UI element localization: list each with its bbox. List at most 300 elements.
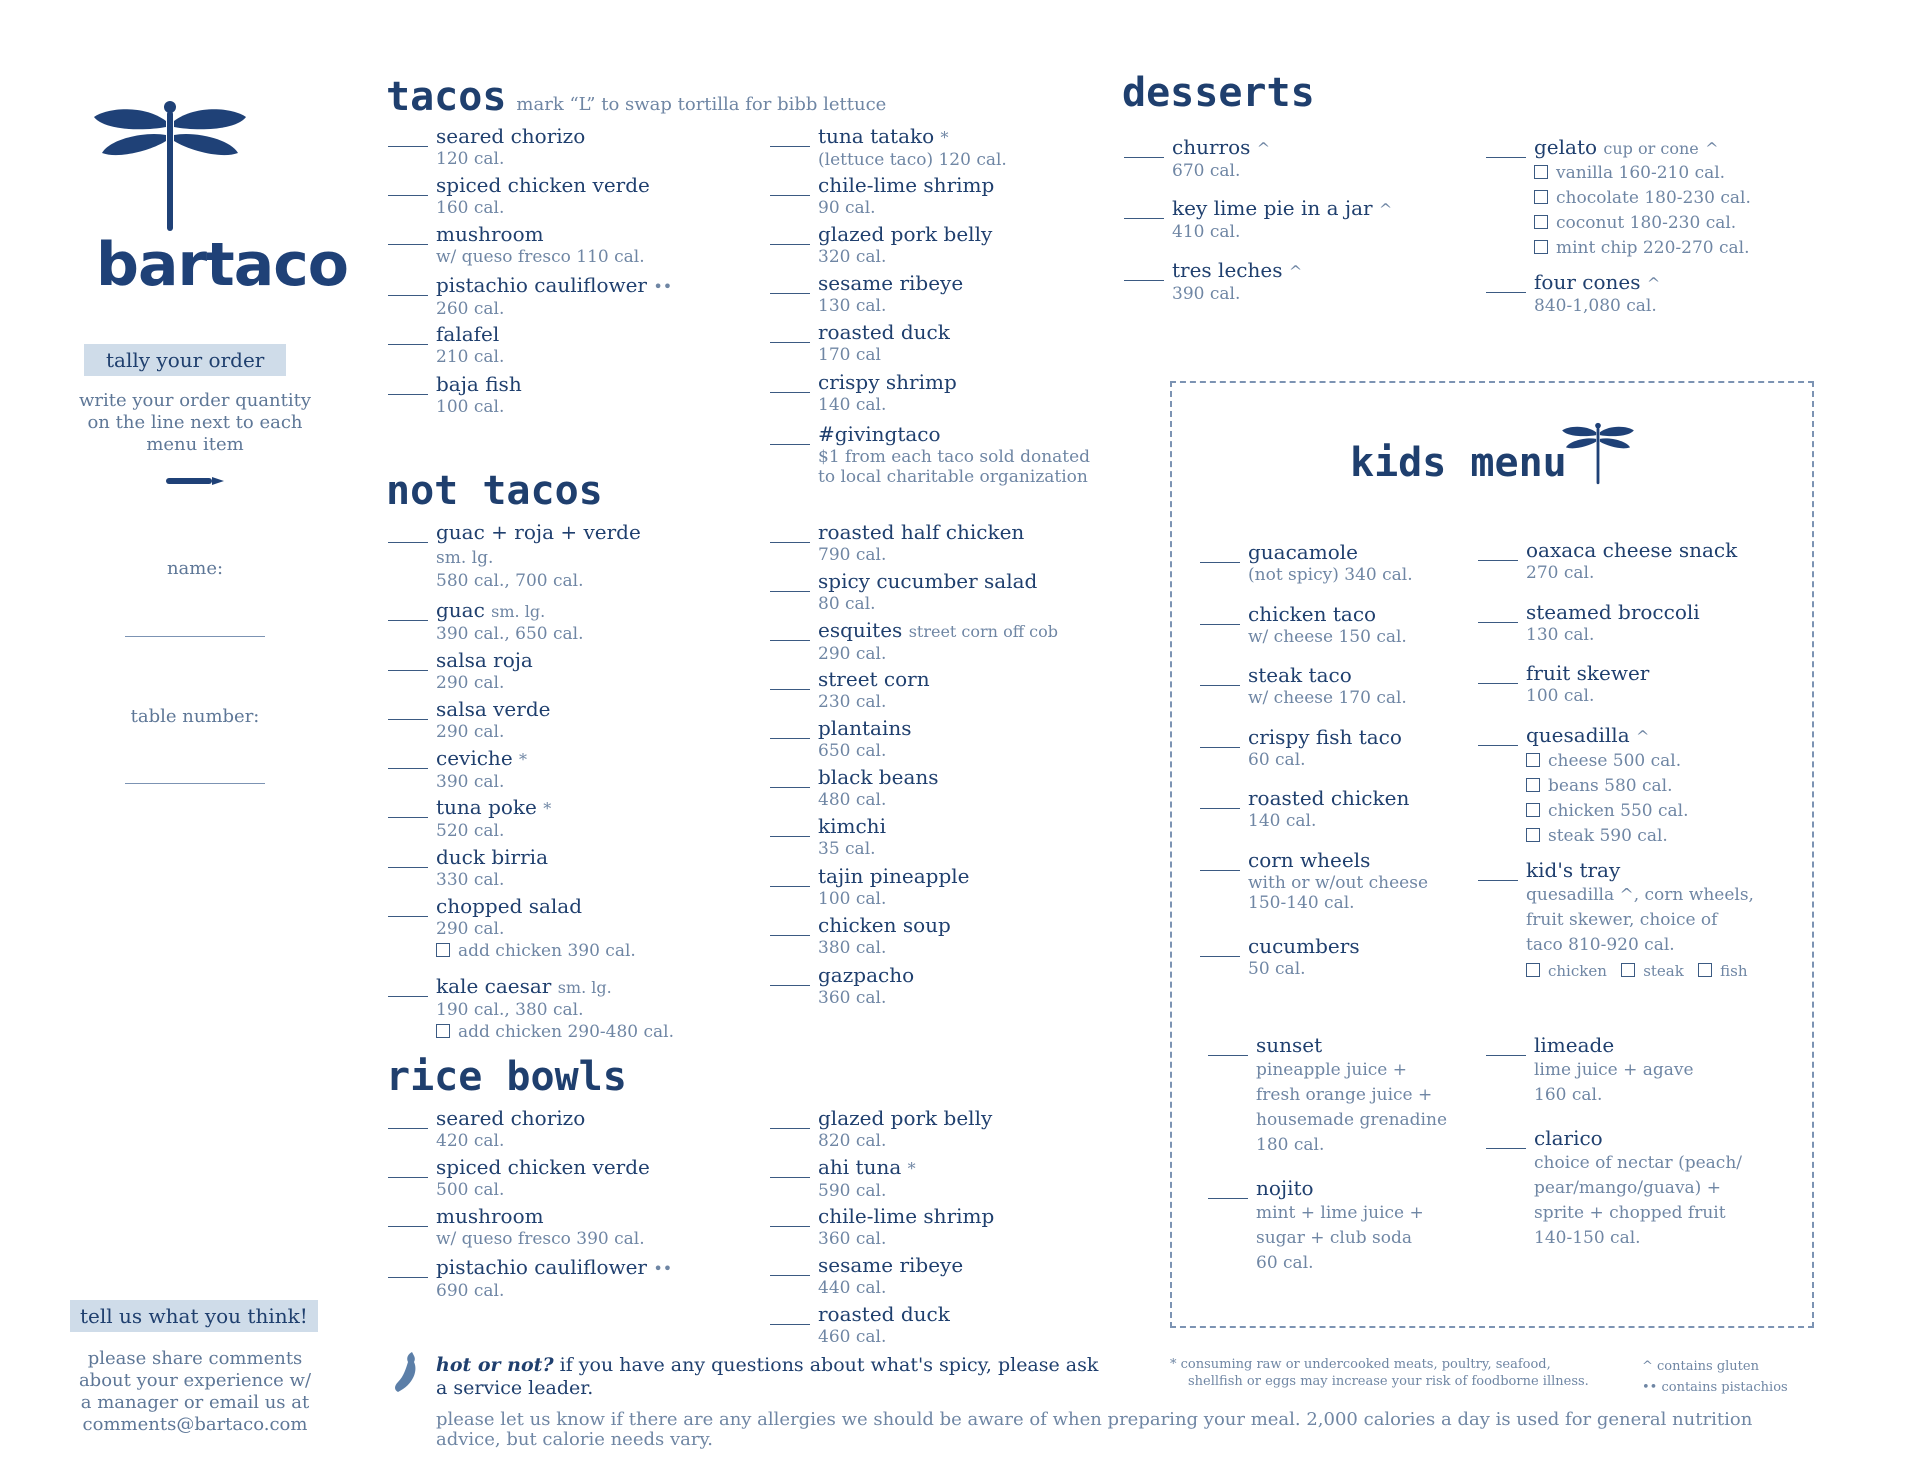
tally-line: menu item	[146, 434, 244, 455]
menu-item[interactable]	[388, 372, 522, 417]
item-size: sm. lg.	[436, 548, 494, 568]
menu-item[interactable]	[770, 173, 994, 218]
menu-item[interactable]	[388, 173, 650, 218]
menu-item[interactable]	[1478, 600, 1700, 645]
item-calories: w/ queso fresco 110 cal.	[436, 247, 645, 267]
checkbox[interactable]	[1621, 963, 1635, 977]
quantity-line[interactable]	[1478, 745, 1518, 746]
item-name: oaxaca cheese snack	[1526, 538, 1738, 562]
item-name: chopped salad	[436, 894, 583, 918]
checkbox[interactable]	[1698, 963, 1712, 977]
item-name: esquites	[818, 618, 903, 642]
checkbox[interactable]	[1534, 240, 1548, 254]
item-calories: 360 cal.	[818, 988, 887, 1008]
item-calories: 190 cal., 380 cal.	[436, 1000, 584, 1020]
feedback-line: about your experience w/	[78, 1370, 312, 1391]
feedback-text	[40, 1348, 350, 1436]
item-name: salsa verde	[436, 697, 551, 721]
item-name: glazed pork belly	[818, 1106, 993, 1130]
section-title-rice-bowls: rice bowls	[386, 1054, 627, 1100]
item-calories: 390 cal., 650 cal.	[436, 624, 584, 644]
item-calories: 270 cal.	[1526, 563, 1595, 583]
menu-item[interactable]	[770, 124, 1007, 170]
menu-item[interactable]	[388, 1204, 645, 1249]
item-calories: 140-150 cal.	[1534, 1228, 1641, 1248]
add-option[interactable]	[436, 939, 636, 964]
menu-item[interactable]	[388, 520, 641, 591]
quantity-line[interactable]	[770, 293, 810, 294]
menu-item[interactable]	[1124, 135, 1270, 181]
menu-item[interactable]	[770, 963, 914, 1008]
gluten-mark: ^	[1256, 139, 1271, 158]
quantity-line[interactable]	[770, 195, 810, 196]
quantity-line[interactable]	[388, 996, 428, 997]
item-note: street corn off cob	[908, 622, 1058, 641]
item-name: kid's tray	[1526, 858, 1621, 882]
quantity-line[interactable]	[770, 1324, 810, 1325]
raw-mark: *	[940, 128, 949, 147]
item-calories: 140 cal.	[818, 395, 887, 415]
quantity-line[interactable]	[1486, 1055, 1526, 1056]
menu-item[interactable]	[388, 648, 533, 693]
item-calories: 410 cal.	[1172, 222, 1241, 242]
gelato-option[interactable]	[1534, 211, 1751, 236]
menu-item[interactable]	[770, 569, 1037, 614]
menu-item[interactable]	[388, 598, 584, 644]
quantity-line[interactable]	[1200, 562, 1240, 563]
checkbox[interactable]	[1526, 753, 1540, 767]
menu-item[interactable]	[1486, 270, 1660, 316]
quantity-line[interactable]	[770, 787, 810, 788]
menu-item[interactable]	[770, 222, 992, 267]
quantity-line[interactable]	[388, 295, 428, 296]
item-name: cucumbers	[1248, 934, 1360, 958]
item-calories: 140 cal.	[1248, 811, 1317, 831]
menu-item[interactable]	[770, 618, 1058, 664]
quantity-line[interactable]	[770, 591, 810, 592]
menu-item[interactable]	[388, 1106, 585, 1151]
menu-item[interactable]	[770, 1155, 916, 1201]
gluten-mark: ^	[1288, 262, 1303, 281]
item-name: tajin pineapple	[818, 864, 970, 888]
checkbox[interactable]	[1526, 803, 1540, 817]
menu-item[interactable]	[388, 1255, 672, 1301]
menu-item[interactable]	[770, 716, 912, 761]
item-name: sunset	[1256, 1033, 1323, 1057]
tally-banner-text: tally your order	[84, 344, 286, 376]
item-size: sm. lg.	[491, 602, 546, 621]
item-name: chicken taco	[1248, 602, 1377, 626]
item-calories: 290 cal.	[436, 673, 505, 693]
item-name: corn wheels	[1248, 848, 1371, 872]
quantity-line[interactable]	[388, 867, 428, 868]
quantity-line[interactable]	[770, 1275, 810, 1276]
item-name: seared chorizo	[436, 124, 586, 148]
quantity-line[interactable]	[770, 935, 810, 936]
quantity-line[interactable]	[1124, 157, 1164, 158]
menu-item[interactable]	[770, 370, 957, 415]
menu-item[interactable]	[388, 845, 548, 890]
menu-item[interactable]	[770, 1204, 994, 1249]
option-label: beans 580 cal.	[1548, 776, 1673, 796]
quantity-line[interactable]	[388, 394, 428, 395]
quantity-line[interactable]	[388, 244, 428, 245]
spicy-note-text: if you have any questions about what's spicy, please ask	[559, 1354, 1099, 1376]
raw-mark: *	[543, 799, 552, 818]
item-name: four cones	[1534, 270, 1641, 294]
checkbox[interactable]	[1534, 215, 1548, 229]
item-calories: 130 cal.	[818, 296, 887, 316]
quesadilla-option[interactable]	[1526, 749, 1689, 774]
menu-item[interactable]	[770, 667, 930, 712]
item-calories: 690 cal.	[436, 1281, 505, 1301]
menu-item[interactable]	[1200, 848, 1428, 913]
checkbox[interactable]	[1526, 778, 1540, 792]
raw-warning	[1170, 1356, 1640, 1390]
item-description: choice of nectar (peach/	[1534, 1153, 1742, 1173]
item-calories: 35 cal.	[818, 839, 876, 859]
quantity-line[interactable]	[1208, 1198, 1248, 1199]
menu-item[interactable]	[1200, 786, 1409, 831]
brand-logo: bartaco	[96, 230, 348, 300]
allergy-note	[436, 1410, 1836, 1450]
quantity-line[interactable]	[770, 342, 810, 343]
item-name: crispy fish taco	[1248, 725, 1402, 749]
menu-item[interactable]	[1200, 663, 1407, 708]
item-name: spiced chicken verde	[436, 173, 650, 197]
menu-item[interactable]	[388, 974, 674, 1045]
item-name: guac + roja + verde	[436, 520, 641, 544]
item-calories: 260 cal.	[436, 299, 505, 319]
item-calories: 460 cal.	[818, 1327, 887, 1347]
item-name: roasted duck	[818, 1302, 950, 1326]
menu-item[interactable]	[388, 1155, 650, 1200]
pistachio-mark: ••	[653, 1259, 673, 1278]
item-calories: 130 cal.	[1526, 625, 1595, 645]
section-title-kids-menu: kids menu	[1350, 440, 1567, 486]
item-name: sesame ribeye	[818, 271, 964, 295]
menu-item[interactable]	[388, 322, 504, 367]
option-label: steak	[1643, 962, 1684, 980]
checkbox[interactable]	[436, 943, 450, 957]
item-calories: 440 cal.	[818, 1278, 887, 1298]
item-calories: w/ cheese 170 cal.	[1248, 688, 1407, 708]
quantity-line[interactable]	[388, 916, 428, 917]
quantity-line[interactable]	[388, 146, 428, 147]
quantity-line[interactable]	[388, 542, 428, 543]
item-calories: 160 cal.	[1534, 1085, 1603, 1105]
hot-or-not-label: hot or not?	[436, 1354, 554, 1376]
tally-banner	[84, 344, 286, 376]
raw-warning-line: * consuming raw or undercooked meats, poultry, seafood,	[1170, 1357, 1551, 1372]
item-note: cup or cone	[1603, 139, 1699, 158]
item-calories: (lettuce taco) 120 cal.	[818, 150, 1007, 170]
legend	[1642, 1356, 1812, 1398]
checkbox[interactable]	[1534, 165, 1548, 179]
item-calories: 170 cal	[818, 345, 881, 365]
quantity-line[interactable]	[770, 244, 810, 245]
menu-item[interactable]	[1200, 602, 1407, 647]
item-name: guac	[436, 598, 485, 622]
quantity-line[interactable]	[388, 719, 428, 720]
menu-item[interactable]	[770, 913, 951, 958]
item-calories: 90 cal.	[818, 198, 876, 218]
quantity-line[interactable]	[1478, 683, 1518, 684]
item-description: quesadilla ^, corn wheels,	[1526, 885, 1754, 905]
quesadilla-option[interactable]	[1526, 799, 1689, 824]
quantity-line[interactable]	[770, 392, 810, 393]
add-option[interactable]	[436, 1020, 674, 1045]
gluten-mark: ^	[1378, 200, 1393, 219]
item-name: mushroom	[436, 1204, 544, 1228]
menu-item[interactable]	[388, 697, 550, 742]
menu-item[interactable]	[1124, 196, 1392, 242]
option-label: cheese 500 cal.	[1548, 751, 1682, 771]
quantity-line[interactable]	[388, 817, 428, 818]
chili-pepper-icon	[392, 1350, 420, 1398]
menu-item[interactable]	[388, 795, 551, 841]
quantity-line[interactable]	[770, 985, 810, 986]
item-calories: 330 cal.	[436, 870, 505, 890]
table-number-field[interactable]	[125, 783, 265, 784]
quantity-line[interactable]	[388, 195, 428, 196]
option-label: chocolate 180-230 cal.	[1556, 188, 1751, 208]
menu-item[interactable]	[1478, 538, 1737, 583]
item-name: steak taco	[1248, 663, 1352, 687]
item-name: sesame ribeye	[818, 1253, 964, 1277]
quantity-line[interactable]	[770, 1226, 810, 1227]
item-calories: 820 cal.	[818, 1131, 887, 1151]
menu-item[interactable]	[770, 864, 969, 909]
quantity-line[interactable]	[388, 1128, 428, 1129]
item-name: mushroom	[436, 222, 544, 246]
dragonfly-icon	[1560, 420, 1636, 490]
quantity-line[interactable]	[1478, 560, 1518, 561]
quantity-line[interactable]	[1486, 1148, 1526, 1149]
quantity-line[interactable]	[1486, 292, 1526, 293]
quantity-line[interactable]	[1200, 956, 1240, 957]
item-name: nojito	[1256, 1176, 1314, 1200]
quantity-line[interactable]	[770, 146, 810, 147]
menu-item[interactable]	[770, 814, 886, 859]
item-name: tres leches	[1172, 258, 1283, 282]
item-calories: 320 cal.	[818, 247, 887, 267]
menu-item[interactable]	[770, 271, 963, 316]
quantity-line[interactable]	[770, 689, 810, 690]
quantity-line[interactable]	[1124, 280, 1164, 281]
quantity-line[interactable]	[388, 620, 428, 621]
item-calories: 100 cal.	[818, 889, 887, 909]
menu-item[interactable]	[388, 746, 527, 792]
item-calories: 120 cal.	[436, 149, 505, 169]
item-calories: 290 cal.	[436, 722, 505, 742]
menu-item[interactable]	[388, 222, 645, 267]
item-description: housemade grenadine	[1256, 1110, 1448, 1130]
menu-item[interactable]	[388, 894, 636, 964]
menu-item[interactable]	[1208, 1176, 1424, 1276]
section-title-desserts: desserts	[1122, 70, 1315, 116]
item-name: key lime pie in a jar	[1172, 196, 1373, 220]
menu-item[interactable]	[388, 273, 672, 319]
item-name: quesadilla	[1526, 723, 1630, 747]
item-description: sprite + chopped fruit	[1534, 1203, 1726, 1223]
raw-mark: *	[907, 1159, 916, 1178]
tray-options	[1526, 958, 1754, 984]
option-label: steak 590 cal.	[1548, 826, 1668, 846]
tacos-note: mark “L” to swap tortilla for bibb lettuce	[516, 94, 887, 115]
quantity-line[interactable]	[1200, 870, 1240, 871]
gelato-option[interactable]	[1534, 236, 1751, 261]
option-label: fish	[1720, 962, 1748, 980]
feedback-banner	[70, 1300, 318, 1332]
quantity-line[interactable]	[388, 1277, 428, 1278]
item-description: with or w/out cheese	[1248, 873, 1429, 893]
menu-item[interactable]	[1478, 661, 1649, 706]
menu-item-kids-tray[interactable]	[1478, 858, 1754, 984]
menu-item[interactable]	[770, 765, 939, 810]
quantity-line[interactable]	[1478, 622, 1518, 623]
item-description: $1 from each taco sold donated	[818, 447, 1091, 467]
item-calories: 500 cal.	[436, 1180, 505, 1200]
item-calories: 390 cal.	[1172, 284, 1241, 304]
item-calories: 480 cal.	[818, 790, 887, 810]
option-label: chicken 550 cal.	[1548, 801, 1689, 821]
gelato-option[interactable]	[1534, 186, 1751, 211]
section-title-not-tacos: not tacos	[386, 468, 603, 514]
spicy-note-text: a service leader.	[436, 1377, 594, 1399]
checkbox[interactable]	[436, 1024, 450, 1038]
section-title-tacos: tacos	[386, 74, 507, 120]
dragonfly-logo-icon	[90, 95, 250, 235]
menu-item[interactable]	[770, 1106, 992, 1151]
quantity-line[interactable]	[770, 886, 810, 887]
item-name: #givingtaco	[818, 422, 941, 446]
menu-item-gelato[interactable]	[1486, 135, 1751, 261]
menu-item[interactable]	[770, 1302, 950, 1347]
item-calories: 290 cal.	[436, 919, 505, 939]
checkbox[interactable]	[1526, 963, 1540, 977]
item-name: kimchi	[818, 814, 886, 838]
item-calories: 150-140 cal.	[1248, 893, 1355, 913]
quantity-line[interactable]	[388, 670, 428, 671]
menu-item[interactable]	[770, 320, 950, 365]
item-name: ceviche	[436, 746, 513, 770]
item-calories: 650 cal.	[818, 741, 887, 761]
quantity-line[interactable]	[388, 344, 428, 345]
item-name: crispy shrimp	[818, 370, 957, 394]
quantity-line[interactable]	[770, 542, 810, 543]
option-label: chicken	[1548, 962, 1607, 980]
item-name: salsa roja	[436, 648, 533, 672]
menu-item[interactable]	[1200, 725, 1402, 770]
item-name: ahi tuna	[818, 1155, 902, 1179]
raw-warning-line: shellfish or eggs may increase your risk of foodborne illness.	[1188, 1374, 1589, 1389]
menu-item-quesadilla[interactable]	[1478, 723, 1689, 849]
option-label: add chicken 290-480 cal.	[458, 1022, 674, 1042]
item-name: black beans	[818, 765, 939, 789]
menu-item[interactable]	[388, 124, 585, 169]
tally-line: write your order quantity	[78, 390, 312, 411]
quantity-line[interactable]	[1200, 808, 1240, 809]
menu-item[interactable]	[1200, 934, 1360, 979]
quantity-line[interactable]	[388, 1226, 428, 1227]
item-calories: 290 cal.	[818, 644, 887, 664]
menu-item[interactable]	[1124, 258, 1302, 304]
feedback-email[interactable]: comments@bartaco.com	[82, 1414, 308, 1435]
quantity-line[interactable]	[1200, 747, 1240, 748]
item-name: churros	[1172, 135, 1251, 159]
quantity-line[interactable]	[770, 1177, 810, 1178]
option-label: mint chip 220-270 cal.	[1556, 238, 1750, 258]
gelato-option[interactable]	[1534, 161, 1751, 186]
quantity-line[interactable]	[1478, 880, 1518, 881]
raw-mark: *	[519, 750, 528, 769]
quantity-line[interactable]	[770, 738, 810, 739]
menu-item[interactable]	[770, 520, 1024, 565]
quantity-line[interactable]	[388, 1177, 428, 1178]
item-description: fresh orange juice +	[1256, 1085, 1433, 1105]
item-calories: 590 cal.	[818, 1181, 887, 1201]
quantity-line[interactable]	[1486, 157, 1526, 158]
item-name: steamed broccoli	[1526, 600, 1700, 624]
item-name: glazed pork belly	[818, 222, 993, 246]
quantity-line[interactable]	[770, 1128, 810, 1129]
menu-item[interactable]	[1208, 1033, 1447, 1158]
item-name: spicy cucumber salad	[818, 569, 1038, 593]
item-calories: w/ cheese 150 cal.	[1248, 627, 1407, 647]
quantity-line[interactable]	[770, 836, 810, 837]
item-name: pistachio cauliflower	[436, 273, 647, 297]
menu-item[interactable]	[1486, 1126, 1742, 1251]
quantity-line[interactable]	[1200, 685, 1240, 686]
gluten-mark: ^	[1646, 274, 1661, 293]
item-name: chile-lime shrimp	[818, 1204, 995, 1228]
item-name: roasted chicken	[1248, 786, 1410, 810]
menu-item[interactable]	[1486, 1033, 1694, 1108]
quesadilla-option[interactable]	[1526, 824, 1689, 849]
quantity-line[interactable]	[388, 768, 428, 769]
quantity-line[interactable]	[770, 640, 810, 641]
menu-item[interactable]	[770, 1253, 963, 1298]
item-name: gazpacho	[818, 963, 915, 987]
table-number-label: table number:	[130, 706, 260, 727]
quantity-line[interactable]	[770, 444, 810, 445]
feedback-line: please share comments	[87, 1348, 303, 1369]
item-calories: 160 cal.	[436, 198, 505, 218]
checkbox[interactable]	[1526, 828, 1540, 842]
gluten-mark: ^	[1705, 139, 1719, 158]
feedback-line: a manager or email us at	[80, 1392, 310, 1413]
quantity-line[interactable]	[1200, 624, 1240, 625]
menu-item[interactable]	[1200, 540, 1413, 585]
item-name: fruit skewer	[1526, 661, 1650, 685]
checkbox[interactable]	[1534, 190, 1548, 204]
item-calories: 840-1,080 cal.	[1534, 296, 1657, 316]
quantity-line[interactable]	[1124, 218, 1164, 219]
quantity-line[interactable]	[1208, 1055, 1248, 1056]
item-name: duck birria	[436, 845, 549, 869]
name-field[interactable]	[125, 636, 265, 637]
item-calories: 60 cal.	[1256, 1253, 1314, 1273]
item-calories: 580 cal., 700 cal.	[436, 571, 584, 591]
item-name: gelato	[1534, 135, 1598, 159]
item-calories: 420 cal.	[436, 1131, 505, 1151]
quesadilla-option[interactable]	[1526, 774, 1689, 799]
spicy-note	[436, 1354, 1116, 1400]
menu-item[interactable]	[770, 422, 1090, 487]
allergy-line: please let us know if there are any allergies we should be aware of when preparing your meal. 2,000 calories a day is used for general nutrition	[436, 1409, 1753, 1430]
item-calories: w/ queso fresco 390 cal.	[436, 1229, 645, 1249]
